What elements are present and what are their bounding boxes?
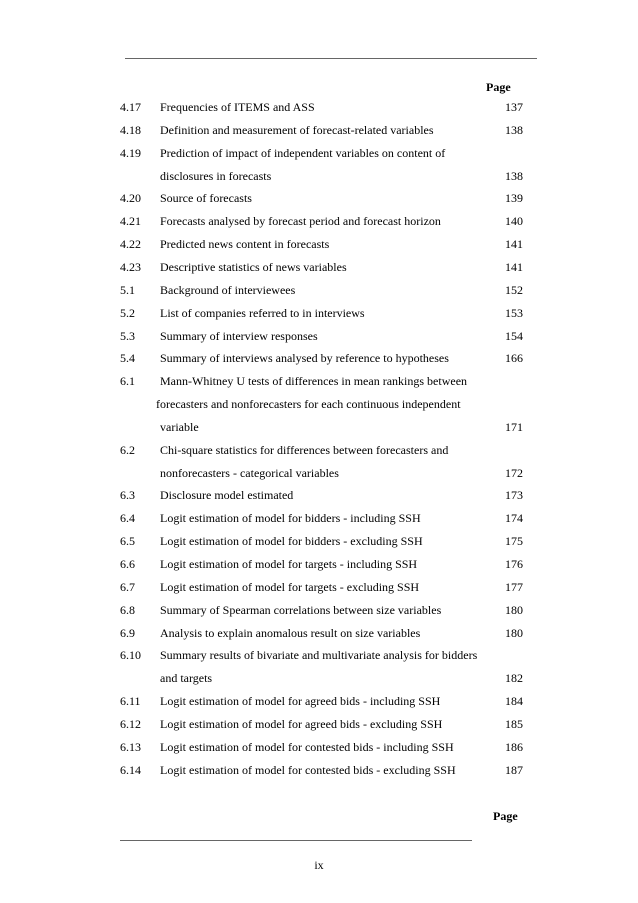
page-column-heading-bottom: Page [493, 809, 518, 823]
toc-entry-number: 4.23 [120, 259, 141, 274]
page-column-heading: Page [486, 80, 511, 94]
toc-entry-number: 5.3 [120, 328, 135, 343]
toc-entry-page: 172 [505, 465, 523, 480]
toc-entry-page: 139 [505, 191, 523, 206]
toc-entry-title: variable [160, 419, 199, 434]
toc-entry-number: 5.2 [120, 305, 135, 320]
toc-entry-number: 6.5 [120, 534, 135, 549]
toc-entry-number: 6.4 [120, 511, 135, 526]
toc-entry-title: Definition and measurement of forecast-related variables [160, 122, 434, 137]
toc-entry-title: Logit estimation of model for targets - including SSH [160, 557, 418, 571]
toc-entry-number: 5.1 [120, 282, 135, 297]
toc-entry-page: 173 [505, 488, 523, 503]
toc-entry-title: Disclosure model estimated [160, 488, 294, 503]
toc-entry-title: Logit estimation of model for contested bids - excluding SSH [160, 762, 456, 777]
toc-entry-title: Summary results of bivariate and multivariate analysis for bidders [160, 648, 478, 663]
toc-entry-page: 171 [505, 419, 523, 434]
toc-entry-page: 180 [505, 625, 523, 640]
toc-entry-number: 4.17 [120, 100, 141, 114]
toc-entry-number: 6.6 [120, 557, 135, 571]
toc-entry-page: 185 [505, 716, 523, 731]
toc-entry-page: 153 [505, 305, 523, 320]
toc-entry-page: 175 [505, 534, 523, 549]
toc-entry-title: Analysis to explain anomalous result on size variables [160, 625, 421, 640]
toc-entry-title: Logit estimation of model for agreed bids - excluding SSH [160, 716, 443, 731]
toc-entry-page: 187 [505, 762, 523, 777]
toc-entry-page: 186 [505, 739, 523, 754]
toc-entry-page: 138 [505, 122, 523, 137]
toc-entry-title: List of companies referred to in interviews [160, 305, 365, 320]
toc-entry-title: Background of interviewees [160, 282, 296, 297]
toc-entry-title: Chi-square statistics for differences between forecasters and [160, 442, 449, 457]
toc-entry-title: and targets [160, 671, 213, 686]
toc-entry-page: 174 [505, 511, 523, 526]
toc-entry-title: Prediction of impact of independent variables on content of [160, 145, 446, 160]
toc-entry-page: 166 [505, 351, 523, 366]
toc-entry-page: 140 [505, 214, 523, 229]
toc-entry-page: 141 [505, 237, 523, 252]
toc-entry-number: 6.14 [120, 762, 141, 777]
toc-entry-page: 137 [505, 100, 523, 114]
toc-entry-page: 141 [505, 259, 523, 274]
toc-entry-title: disclosures in forecasts [160, 168, 272, 183]
toc-entry-title: Summary of Spearman correlations between size variables [160, 602, 442, 617]
toc-entry-page: 184 [505, 694, 523, 709]
toc-entry-number: 6.3 [120, 488, 135, 503]
toc-entry-page: 138 [505, 168, 523, 183]
toc-entry-number: 6.12 [120, 716, 141, 731]
toc-entry-title: Logit estimation of model for bidders - excluding SSH [160, 534, 423, 549]
toc-entry-number: 6.7 [120, 579, 135, 594]
toc-entry-title: Predicted news content in forecasts [160, 237, 330, 252]
toc-entry-number: 4.18 [120, 122, 141, 137]
toc-entry-number: 6.9 [120, 625, 135, 640]
toc-entry-title: Mann-Whitney U tests of differences in mean rankings between [160, 374, 468, 389]
toc-entry-title: Frequencies of ITEMS and ASS [160, 100, 315, 114]
toc-entry-number: 6.10 [120, 648, 141, 663]
toc-entry-number: 6.8 [120, 602, 135, 617]
toc-entry-number: 6.11 [120, 694, 141, 709]
toc-entry-title: Summary of interview responses [160, 328, 318, 343]
toc-entry-title: forecasters and nonforecasters for each continuous independent [156, 397, 461, 412]
toc-entry-title: Source of forecasts [160, 191, 252, 206]
toc-entry-title: nonforecasters - categorical variables [160, 465, 339, 480]
toc-entry-number: 5.4 [120, 351, 135, 366]
page-number: ix [314, 858, 324, 872]
toc-entry-page: 152 [505, 282, 523, 297]
toc-entry-number: 6.1 [120, 374, 135, 389]
toc-entry-title: Logit estimation of model for agreed bids - including SSH [160, 694, 441, 709]
toc-entry-page: 176 [505, 557, 523, 571]
toc-entry-page: 177 [505, 579, 523, 594]
bottom-rule [120, 840, 472, 841]
toc-entry-page: 182 [505, 671, 523, 686]
toc-entry-title: Logit estimation of model for contested bids - including SSH [160, 739, 454, 754]
toc-entry-page: 180 [505, 602, 523, 617]
toc-entry-title: Logit estimation of model for targets - excluding SSH [160, 579, 420, 594]
toc-entry-number: 4.20 [120, 191, 141, 206]
toc-entry-title: Logit estimation of model for bidders - including SSH [160, 511, 421, 526]
toc-entry-page: 154 [505, 328, 523, 343]
toc-entry-number: 6.2 [120, 442, 135, 457]
toc-entry-title: Descriptive statistics of news variables [160, 259, 347, 274]
toc-entry-number: 4.19 [120, 145, 141, 160]
toc-entry-number: 4.21 [120, 214, 141, 229]
toc-entry-title: Forecasts analysed by forecast period and forecast horizon [160, 214, 441, 229]
toc-entry-title: Summary of interviews analysed by reference to hypotheses [160, 351, 449, 366]
toc-entry-number: 4.22 [120, 237, 141, 252]
toc-entry-number: 6.13 [120, 739, 141, 754]
